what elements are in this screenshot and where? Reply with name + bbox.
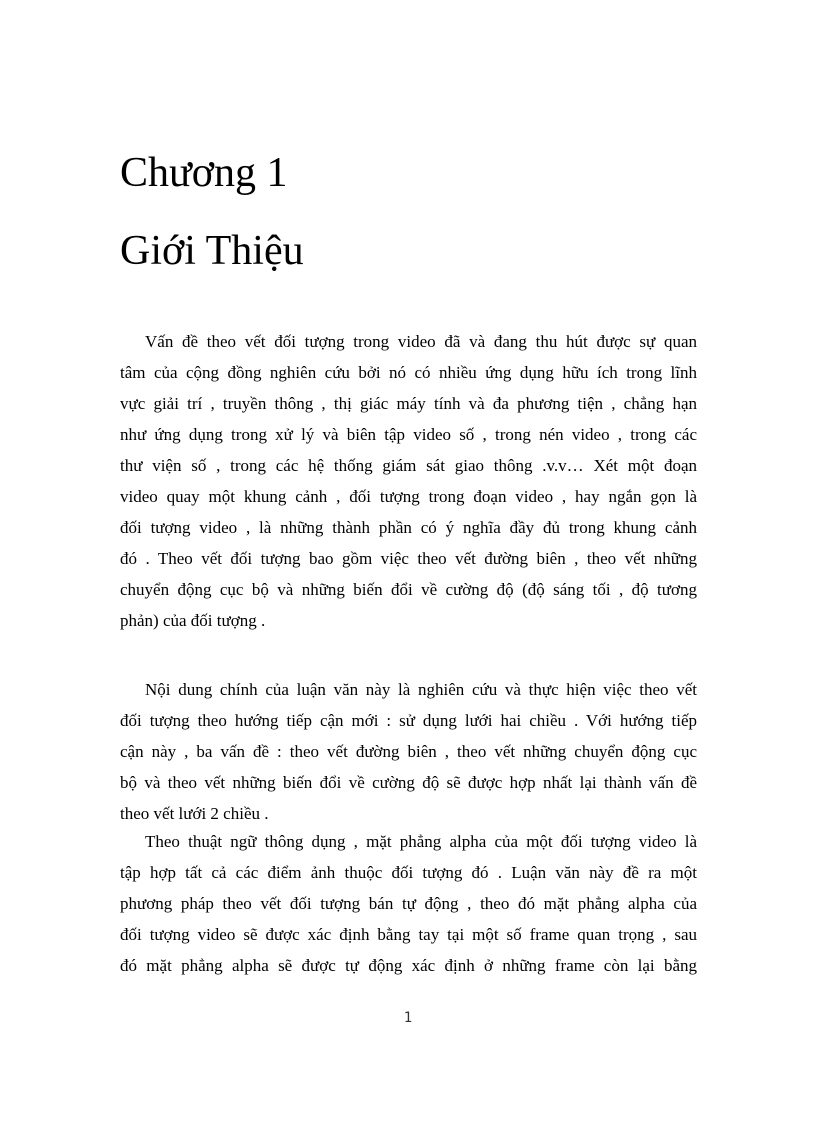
paragraph-line: Nội dung chính của luận văn này là nghiên cứu và thực hiện việc theo vết bbox=[145, 680, 697, 699]
paragraph-line: chuyển động cục bộ và những biến đổi về cường độ (độ sáng tối , độ tương bbox=[120, 580, 697, 599]
paragraph-line: đối tượng theo hướng tiếp cận mới : sử dụng lưới hai chiều . Với hướng tiếp bbox=[120, 711, 697, 730]
paragraph-line: cận này , ba vấn đề : theo vết đường biên , theo vết những chuyển động cục bbox=[120, 742, 697, 761]
paragraph-line: đối tượng video sẽ được xác định bằng tay tại một số frame quan trọng , sau bbox=[120, 925, 697, 944]
paragraph-3 bbox=[120, 826, 697, 981]
paragraph-line: tập hợp tất cả các điểm ảnh thuộc đối tượng đó . Luận văn này đề ra một bbox=[120, 863, 697, 882]
paragraph-line: đó mặt phẳng alpha sẽ được tự động xác định ở những frame còn lại bằng bbox=[120, 956, 697, 975]
paragraph-line: tâm của cộng đồng nghiên cứu bởi nó có nhiều ứng dụng hữu ích trong lĩnh bbox=[120, 363, 697, 382]
paragraph-line: Theo thuật ngữ thông dụng , mặt phẳng alpha của một đối tượng video là bbox=[145, 832, 697, 851]
page-number: 1 bbox=[403, 1010, 413, 1026]
paragraph-line: đó . Theo vết đối tượng bao gồm việc theo vết đường biên , theo vết những bbox=[120, 549, 697, 568]
paragraph-1 bbox=[120, 326, 697, 636]
paragraph-line: phản) của đối tượng . bbox=[120, 611, 266, 630]
paragraph-line: thư viện số , trong các hệ thống giám sát giao thông .v.v… Xét một đoạn bbox=[120, 456, 697, 475]
paragraph-line: vực giải trí , truyền thông , thị giác máy tính và đa phương tiện , chẳng hạn bbox=[120, 394, 697, 413]
paragraph-line: video quay một khung cảnh , đối tượng trong đoạn video , hay ngắn gọn là bbox=[120, 487, 697, 506]
paragraph-line: theo vết lưới 2 chiều . bbox=[120, 804, 269, 823]
paragraph-line: Vấn đề theo vết đối tượng trong video đã và đang thu hút được sự quan bbox=[145, 332, 697, 351]
paragraph-line: đối tượng video , là những thành phần có ý nghĩa đầy đủ trong khung cảnh bbox=[120, 518, 697, 537]
chapter-number: Chương 1 bbox=[120, 150, 288, 196]
paragraph-line: như ứng dụng trong xử lý và biên tập video số , trong nén video , trong các bbox=[120, 425, 697, 444]
paragraph-2 bbox=[120, 674, 697, 829]
paragraph-line: phương pháp theo vết đối tượng bán tự động , theo đó mặt phẳng alpha của bbox=[120, 894, 697, 913]
paragraph-line: bộ và theo vết những biến đổi về cường độ sẽ được hợp nhất lại thành vấn đề bbox=[120, 773, 697, 792]
chapter-title: Giới Thiệu bbox=[120, 228, 304, 274]
